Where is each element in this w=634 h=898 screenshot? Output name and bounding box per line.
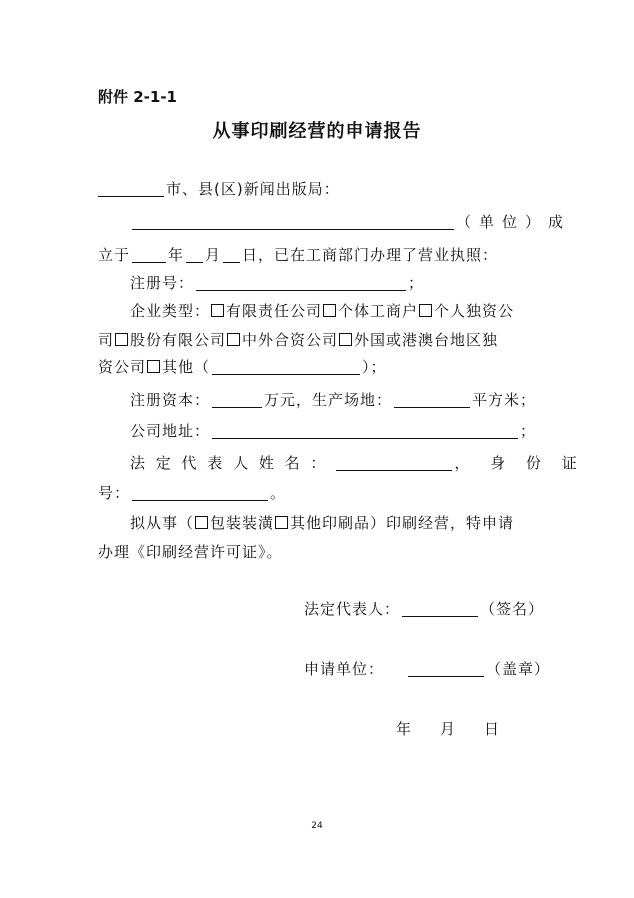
document-title: 从事印刷经营的申请报告 [212, 121, 422, 142]
address-semicolon: ； [520, 422, 537, 440]
address-line [130, 420, 536, 442]
option-other: 其他（ [162, 358, 211, 376]
id-number-blank[interactable] [132, 484, 268, 501]
intent-other-print: 其他印刷品）印刷经营，特申请 [290, 514, 515, 532]
id-label-cont: 号： [98, 484, 131, 502]
checkbox-foreign[interactable] [339, 333, 352, 346]
option-llc: 有限责任公司 [226, 302, 323, 320]
registration-no-blank[interactable] [196, 274, 406, 291]
addressee-text: 市、县(区)新闻出版局： [166, 180, 340, 198]
checkbox-packaging[interactable] [195, 516, 208, 529]
option-joint-stock: 股份有限公司 [130, 331, 227, 349]
option-sole-cont: 司 [98, 331, 115, 349]
attachment-label: 附件 2-1-1 [98, 88, 177, 106]
registration-semicolon: ； [408, 274, 425, 292]
month-label: 月 [205, 246, 222, 264]
intent-line [130, 512, 514, 534]
legal-rep-label: 法 定 代 表 人 姓 名 ： [130, 454, 329, 472]
registration-line [130, 272, 424, 294]
address-label: 公司地址： [130, 422, 211, 440]
intent-packaging: 包装装潢 [210, 514, 275, 532]
checkbox-llc[interactable] [211, 304, 224, 317]
year-label: 年 [168, 246, 185, 264]
signature-unit-line [304, 658, 550, 679]
enterprise-type-label: 企业类型： [130, 302, 211, 320]
signature-rep-label: 法定代表人： [304, 600, 401, 618]
signature-rep-line [304, 598, 544, 619]
unit-name-blank[interactable] [132, 213, 454, 230]
established-prefix: 立于 [98, 246, 131, 264]
city-blank[interactable] [98, 180, 164, 197]
area-unit: 平方米； [472, 391, 537, 409]
signature-unit-suffix: （盖章） [486, 660, 551, 678]
option-individual: 个体工商户 [338, 302, 419, 320]
address-blank[interactable] [212, 422, 518, 439]
month-blank[interactable] [186, 246, 203, 263]
signature-unit-label: 申请单位： [304, 660, 385, 678]
day-blank[interactable] [223, 246, 240, 263]
area-blank[interactable] [394, 391, 470, 408]
checkbox-individual[interactable] [323, 304, 336, 317]
intent-prefix: 拟从事（ [130, 514, 195, 532]
signature-rep-blank[interactable] [402, 600, 478, 617]
year-blank[interactable] [132, 246, 166, 263]
unit-line [130, 211, 571, 233]
checkbox-sole[interactable] [419, 304, 432, 317]
intent-line-2 [98, 541, 283, 563]
other-type-blank[interactable] [212, 358, 360, 375]
id-period: 。 [270, 484, 287, 502]
established-line [98, 244, 498, 266]
enterprise-type-line-1 [130, 300, 514, 322]
checkbox-other-print[interactable] [275, 516, 288, 529]
option-sino-foreign: 中外合资公司 [242, 331, 339, 349]
option-foreign: 外国或港澳台地区独 [354, 331, 499, 349]
id-number-line [98, 482, 286, 504]
option-foreign-cont: 资公司 [98, 358, 147, 376]
id-label: ， 身 份 证 [454, 454, 585, 472]
date-month: 月 [440, 720, 457, 738]
intent-cont: 办理《印刷经营许可证》。 [98, 543, 283, 561]
checkbox-other[interactable] [147, 360, 160, 373]
capital-label: 注册资本： [130, 391, 211, 409]
capital-line [130, 389, 536, 411]
registration-label: 注册号： [130, 274, 195, 292]
legal-rep-name-blank[interactable] [336, 454, 452, 471]
legal-rep-line [130, 452, 585, 474]
enterprise-type-line-2 [98, 329, 498, 351]
checkbox-joint-stock[interactable] [115, 333, 128, 346]
enterprise-type-line-3 [98, 356, 387, 378]
signature-unit-blank[interactable] [408, 660, 484, 677]
option-sole: 个人独资公 [434, 302, 515, 320]
unit-label: （单位）成 [456, 213, 572, 231]
date-line [396, 718, 500, 739]
capital-blank[interactable] [212, 391, 262, 408]
addressee-line [98, 178, 340, 200]
capital-unit: 万元，生产场地： [264, 391, 393, 409]
checkbox-sino-foreign[interactable] [227, 333, 240, 346]
day-label: 日，已在工商部门办理了营业执照： [242, 246, 499, 264]
signature-rep-suffix: （签名） [480, 600, 545, 618]
date-year: 年 [396, 720, 413, 738]
option-other-end: ）； [362, 358, 387, 376]
page-number: 24 [311, 821, 323, 831]
date-day: 日 [484, 720, 501, 738]
